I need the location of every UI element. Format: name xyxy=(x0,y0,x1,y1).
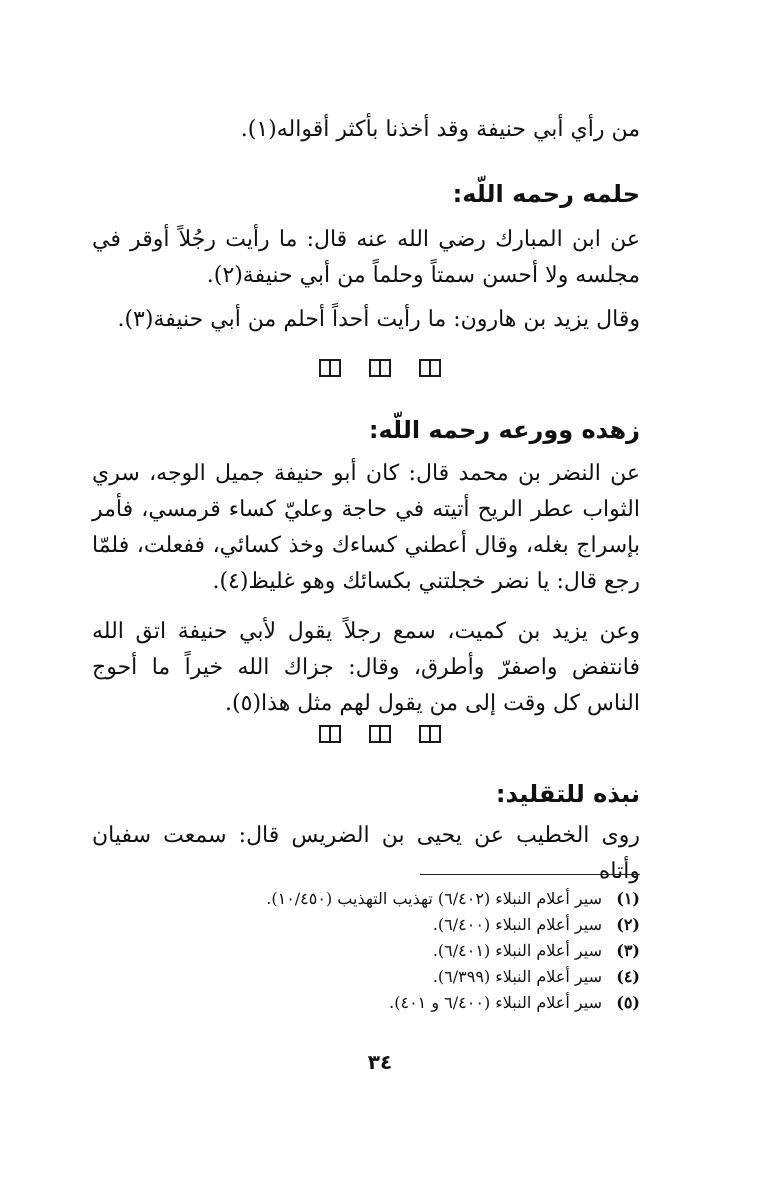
footnote-text: سير أعلام النبلاء (٦/٤٠٢) تهذيب التهذيب (١٠/٤٥٠). xyxy=(266,889,602,908)
section-divider-1 xyxy=(0,358,760,378)
footnote-text: سير أعلام النبلاء (٦/٤٠١). xyxy=(432,941,602,960)
footnote-text: سير أعلام النبلاء (٦/٤٠٠ و ٤٠١). xyxy=(389,993,602,1012)
footnote xyxy=(92,938,640,964)
footnote-number: (٢) xyxy=(616,915,640,934)
footnote xyxy=(92,990,640,1016)
text-block-4 xyxy=(92,818,640,890)
footnote-number: (٤) xyxy=(616,967,640,986)
heading-taqlid: نبذه للتقليد: xyxy=(495,780,640,808)
book-icon xyxy=(418,724,442,744)
heading-zuhd: زهده وورعه رحمه اللّه: xyxy=(368,416,640,444)
footnote-number: (٥) xyxy=(616,993,640,1012)
book-icon xyxy=(318,724,342,744)
footnote xyxy=(92,964,640,990)
heading-hilm: حلمه رحمه اللّه: xyxy=(452,180,640,208)
footnote-text: سير أعلام النبلاء (٦/٤٠٠). xyxy=(432,915,602,934)
footnotes-list xyxy=(92,886,640,1016)
footnote-number: (٣) xyxy=(616,941,640,960)
book-icon xyxy=(418,358,442,378)
footnote-number: (١) xyxy=(616,889,640,908)
text-block-1 xyxy=(92,112,640,148)
footnote xyxy=(92,912,640,938)
text-block-3 xyxy=(92,456,640,722)
paragraph-khatib: روى الخطيب عن يحيى بن الضريس قال: سمعت سفيان وأتاه xyxy=(92,823,640,884)
paragraph-ibn-mubarak: عن ابن المبارك رضي الله عنه قال: ما رأيت رجُلاً أوقر في مجلسه ولا أحسن سمتاً وحلماً من أبي حنيفة(٢). xyxy=(92,227,640,288)
book-icon xyxy=(318,358,342,378)
page-number: ٣٤ xyxy=(367,1050,393,1074)
book-icon xyxy=(368,358,392,378)
paragraph-yazid-kumayt: وعن يزيد بن كميت، سمع رجلاً يقول لأبي حنيفة اتق الله فانتفض واصفرّ وأطرق، وقال: جزاك الله خيراً ما أحوج الناس كل وقت إلى من يقول لهم مثل هذا(٥). xyxy=(92,619,640,716)
book-icon xyxy=(368,724,392,744)
section-taqlid xyxy=(92,776,640,812)
section-zuhd xyxy=(92,412,640,448)
paragraph-yazid-harun: وقال يزيد بن هارون: ما رأيت أحداً أحلم من أبي حنيفة(٣). xyxy=(117,307,640,332)
footnote-text: سير أعلام النبلاء (٦/٣٩٩). xyxy=(432,967,602,986)
footnote-separator xyxy=(420,874,640,875)
text-block-2 xyxy=(92,222,640,338)
section-hilm xyxy=(92,176,640,212)
paragraph-nadr: عن النضر بن محمد قال: كان أبو حنيفة جميل الوجه، سري الثواب عطر الريح أتيته في حاجة وعليّ كساء قرمسي، فأمر بإسراج بغله، وقال أعطني كساءك وخذ كسائي، ففعلت، فلمّا رجع قال: يا نضر خجلتني بكسائك وهو غليظ(٤). xyxy=(92,461,640,594)
footnote xyxy=(92,886,640,912)
paragraph-intro: من رأي أبي حنيفة وقد أخذنا بأكثر أقواله(١). xyxy=(240,117,640,142)
section-divider-2 xyxy=(0,724,760,744)
